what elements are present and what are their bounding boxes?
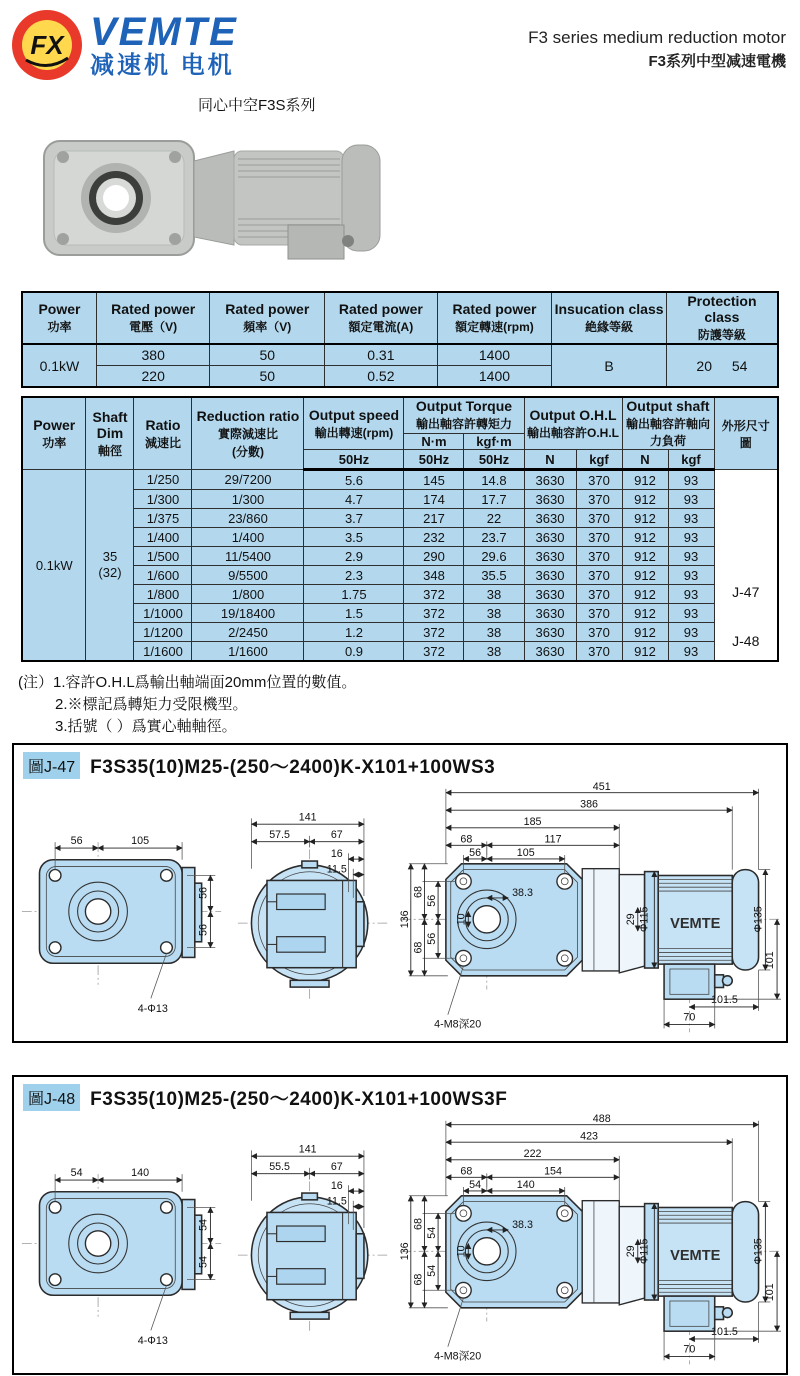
cell: 174 — [404, 490, 464, 509]
svg-text:56: 56 — [70, 835, 83, 848]
cell: 912 — [622, 509, 668, 528]
table-row — [22, 547, 778, 566]
table-row — [22, 566, 778, 585]
table-row — [22, 470, 778, 490]
cell-power: 0.1kW — [22, 344, 96, 387]
cell: 93 — [668, 566, 714, 585]
svg-text:70: 70 — [683, 1343, 696, 1356]
cell: 1/300 — [192, 490, 304, 509]
svg-text:68: 68 — [412, 941, 425, 954]
th-50hz: 50Hz — [304, 450, 404, 470]
svg-text:54: 54 — [426, 1265, 439, 1278]
spec-table — [21, 396, 779, 662]
svg-text:10: 10 — [455, 1245, 468, 1258]
cell: 1/800 — [192, 585, 304, 604]
svg-text:Φ135: Φ135 — [752, 906, 765, 933]
cell: 1/1600 — [192, 642, 304, 662]
cell: 29/7200 — [192, 470, 304, 490]
svg-text:56: 56 — [469, 847, 482, 860]
svg-text:10: 10 — [455, 913, 468, 926]
model-code-title: F3S35(10)M25-(250～2400)K-X101+100WS3 — [90, 757, 496, 779]
table-row — [22, 509, 778, 528]
cell: 3630 — [524, 642, 576, 662]
svg-text:185: 185 — [523, 816, 542, 829]
cell: 93 — [668, 623, 714, 642]
th-ratio: Ratio 減速比 — [134, 397, 192, 470]
cell: 912 — [622, 604, 668, 623]
cell: 372 — [404, 604, 464, 623]
svg-text:29: 29 — [624, 913, 637, 926]
cell: 3.7 — [304, 509, 404, 528]
cell: 348 — [404, 566, 464, 585]
cell: 23/860 — [192, 509, 304, 528]
th-output-shaft: Output shaft 輸出軸容許軸向力負荷 — [622, 397, 714, 450]
svg-text:4-Φ13: 4-Φ13 — [137, 1003, 168, 1016]
cell: 93 — [668, 642, 714, 662]
cell: 14.8 — [464, 470, 524, 490]
svg-text:4-M8深20: 4-M8深20 — [434, 1018, 482, 1031]
cell: 93 — [668, 585, 714, 604]
svg-text:423: 423 — [580, 1130, 598, 1143]
cell: 370 — [576, 509, 622, 528]
front-view-drawing — [18, 799, 228, 1024]
figure-badge: 圖J-48 — [23, 1084, 80, 1111]
th-n: N — [622, 450, 668, 470]
cell: 1400 — [437, 344, 552, 366]
cell: 370 — [576, 585, 622, 604]
cell: 370 — [576, 623, 622, 642]
svg-text:11.5: 11.5 — [326, 1195, 347, 1208]
cell: 4.7 — [304, 490, 404, 509]
cell: 912 — [622, 623, 668, 642]
cell: 217 — [404, 509, 464, 528]
cell: 3630 — [524, 585, 576, 604]
svg-text:222: 222 — [523, 1148, 542, 1161]
cell: 220 — [96, 366, 210, 388]
cell: 912 — [622, 585, 668, 604]
cell: 9/5500 — [192, 566, 304, 585]
cell: 93 — [668, 547, 714, 566]
series-label: 同心中空F3S系列 — [198, 97, 316, 114]
side-view-drawing — [399, 781, 784, 1044]
drawing-section-j48 — [12, 1075, 788, 1375]
svg-text:101: 101 — [764, 951, 777, 970]
figure-badge: 圖J-47 — [23, 752, 80, 779]
cell: 912 — [622, 642, 668, 662]
th-reduction-ratio: Reduction ratio 實際減速比 (分數) — [192, 397, 304, 470]
note-line: 3.括號（ ）爲實心軸軸徑。 — [55, 717, 237, 735]
cell: 380 — [96, 344, 210, 366]
table-row — [22, 604, 778, 623]
svg-text:386: 386 — [580, 798, 598, 811]
figure-ref-j48: J-48 — [732, 633, 760, 650]
cell: 1/375 — [134, 509, 192, 528]
brand-block — [10, 8, 238, 82]
cell-shaft-dim: 35 (32) — [86, 470, 134, 662]
cell: 1/800 — [134, 585, 192, 604]
cell-power: 0.1kW — [22, 470, 86, 662]
table-row — [22, 642, 778, 662]
cell: 1/1200 — [134, 623, 192, 642]
cell: 372 — [404, 642, 464, 662]
th-figure: 外形尺寸圖 — [714, 397, 778, 470]
cell: 22 — [464, 509, 524, 528]
cell: 912 — [622, 490, 668, 509]
cell: 370 — [576, 604, 622, 623]
cell: 93 — [668, 509, 714, 528]
product-photo — [36, 125, 386, 267]
cell: 3630 — [524, 490, 576, 509]
svg-text:Φ115: Φ115 — [638, 906, 651, 933]
cell: 3630 — [524, 623, 576, 642]
svg-text:56: 56 — [426, 933, 439, 946]
cell: 50 — [210, 366, 325, 388]
cell: 11/5400 — [192, 547, 304, 566]
th-insulation: Insucation class 絶緣等級 — [552, 292, 667, 344]
cell: 1/300 — [134, 490, 192, 509]
th-output-ohl: Output O.H.L 輸出軸容許O.H.L — [524, 397, 622, 450]
svg-text:136: 136 — [398, 1242, 411, 1261]
cell: 5.6 — [304, 470, 404, 490]
svg-text:136: 136 — [398, 910, 411, 929]
cell: 912 — [622, 547, 668, 566]
svg-text:105: 105 — [516, 847, 535, 860]
cell: 1/400 — [134, 528, 192, 547]
cell: 1/250 — [134, 470, 192, 490]
svg-text:105: 105 — [131, 835, 150, 848]
cell: 1.2 — [304, 623, 404, 642]
cell: 3630 — [524, 528, 576, 547]
cell: 145 — [404, 470, 464, 490]
cell: 2.3 — [304, 566, 404, 585]
cell: 93 — [668, 470, 714, 490]
cell: 93 — [668, 528, 714, 547]
header — [0, 0, 800, 88]
cell-protection: 20 54 — [666, 344, 778, 387]
cell: 1/500 — [134, 547, 192, 566]
th-50hz: 50Hz — [464, 450, 524, 470]
cell: 1/1000 — [134, 604, 192, 623]
cell: 370 — [576, 470, 622, 490]
cell: 290 — [404, 547, 464, 566]
cell: 3630 — [524, 566, 576, 585]
cell: 3630 — [524, 604, 576, 623]
cell: 3630 — [524, 547, 576, 566]
svg-text:Φ115: Φ115 — [638, 1238, 651, 1265]
cell: 1400 — [437, 366, 552, 388]
svg-text:56: 56 — [426, 895, 439, 908]
cell: 0.9 — [304, 642, 404, 662]
svg-text:54: 54 — [197, 1219, 210, 1232]
svg-text:68: 68 — [460, 1165, 473, 1178]
cell: 23.7 — [464, 528, 524, 547]
svg-text:117: 117 — [544, 833, 562, 846]
cell: 372 — [404, 585, 464, 604]
svg-text:68: 68 — [412, 1273, 425, 1286]
cell: 1/400 — [192, 528, 304, 547]
th-kgf: kgf — [576, 450, 622, 470]
cell: 370 — [576, 642, 622, 662]
cell: 2/2450 — [192, 623, 304, 642]
th-output-torque: Output Torque 輸出軸容許轉矩力 — [404, 397, 524, 433]
th-frequency: Rated power 頻率（V) — [210, 292, 325, 344]
cell-insulation: B — [552, 344, 667, 387]
table-row — [22, 623, 778, 642]
cell: 38 — [464, 585, 524, 604]
brand-subtitle: 减速机 电机 — [90, 52, 235, 79]
th-protection: Protection class 防護等級 — [666, 292, 778, 344]
svg-text:38.3: 38.3 — [512, 887, 533, 900]
brand-name: VEMTE — [90, 10, 238, 54]
svg-text:VEMTE: VEMTE — [670, 916, 721, 933]
model-code-title: F3S35(10)M25-(250～2400)K-X101+100WS3F — [90, 1089, 508, 1111]
cell: 370 — [576, 547, 622, 566]
cell: 912 — [622, 470, 668, 490]
note-line: 2.※標記爲轉矩力受限機型。 — [55, 695, 248, 713]
th-nm: N·m — [404, 433, 464, 449]
svg-text:Φ135: Φ135 — [752, 1238, 765, 1265]
svg-text:67: 67 — [330, 829, 343, 842]
table-row — [22, 490, 778, 509]
cell: 38 — [464, 642, 524, 662]
svg-text:54: 54 — [426, 1227, 439, 1240]
table-row — [22, 528, 778, 547]
cell: 50 — [210, 344, 325, 366]
svg-text:101.5: 101.5 — [711, 1326, 738, 1339]
svg-text:29: 29 — [624, 1245, 637, 1258]
svg-text:57.5: 57.5 — [268, 829, 290, 842]
rated-power-table — [21, 291, 779, 388]
cell: 370 — [576, 490, 622, 509]
cell: 17.7 — [464, 490, 524, 509]
svg-text:488: 488 — [592, 1113, 611, 1126]
svg-text:VEMTE: VEMTE — [670, 1248, 721, 1265]
cell: 38 — [464, 604, 524, 623]
cell: 93 — [668, 490, 714, 509]
end-view-drawing — [234, 1131, 394, 1354]
svg-text:16: 16 — [330, 1180, 343, 1193]
th-power: Power 功率 — [22, 292, 96, 344]
end-view-drawing — [234, 799, 394, 1022]
notes — [18, 672, 800, 737]
page-title-en: F3 series medium reduction motor — [528, 28, 786, 47]
svg-text:54: 54 — [197, 1256, 210, 1269]
svg-text:141: 141 — [298, 811, 317, 824]
figure-ref-j47: J-47 — [732, 584, 760, 600]
th-kgfm: kgf·m — [464, 433, 524, 449]
cell: 29.6 — [464, 547, 524, 566]
cell: 19/18400 — [192, 604, 304, 623]
svg-text:140: 140 — [516, 1179, 535, 1192]
svg-text:67: 67 — [330, 1161, 343, 1174]
svg-text:4-Φ13: 4-Φ13 — [137, 1335, 168, 1348]
cell: 370 — [576, 566, 622, 585]
cell: 3630 — [524, 470, 576, 490]
cell: 93 — [668, 604, 714, 623]
th-power: Power 功率 — [22, 397, 86, 470]
svg-text:101.5: 101.5 — [711, 994, 738, 1007]
page-title-zh: F3系列中型减速電機 — [648, 53, 786, 70]
cell: 912 — [622, 566, 668, 585]
svg-text:68: 68 — [412, 886, 425, 899]
cell: 370 — [576, 528, 622, 547]
cell: 1.5 — [304, 604, 404, 623]
svg-text:70: 70 — [683, 1011, 696, 1024]
th-voltage: Rated power 電壓（V) — [96, 292, 210, 344]
cell: 232 — [404, 528, 464, 547]
cell: 3.5 — [304, 528, 404, 547]
note-line: (注）1.容許O.H.L爲輸出軸端面20mm位置的數值。 — [18, 674, 357, 691]
cell: 1/600 — [134, 566, 192, 585]
svg-text:68: 68 — [460, 833, 473, 846]
svg-text:154: 154 — [544, 1165, 562, 1178]
svg-text:451: 451 — [592, 781, 611, 794]
svg-text:54: 54 — [70, 1167, 83, 1180]
cell: 1.75 — [304, 585, 404, 604]
svg-text:101: 101 — [764, 1283, 777, 1302]
table-row — [22, 585, 778, 604]
cell: 912 — [622, 528, 668, 547]
th-n: N — [524, 450, 576, 470]
cell: 35.5 — [464, 566, 524, 585]
vemte-logo-icon — [10, 8, 84, 82]
cell: 0.31 — [325, 344, 438, 366]
svg-text:141: 141 — [298, 1143, 317, 1156]
cell: 0.52 — [325, 366, 438, 388]
logo-glyph-text: FX — [30, 30, 64, 60]
side-view-drawing — [399, 1113, 784, 1376]
cell: 3630 — [524, 509, 576, 528]
cell: 38 — [464, 623, 524, 642]
svg-text:4-M8深20: 4-M8深20 — [434, 1350, 482, 1363]
th-speed: Rated power 額定轉速(rpm) — [437, 292, 552, 344]
drawing-section-j47 — [12, 743, 788, 1043]
cell: 2.9 — [304, 547, 404, 566]
table-row — [22, 344, 778, 366]
front-view-drawing — [18, 1131, 228, 1356]
svg-text:16: 16 — [330, 848, 343, 861]
cell-figure-refs — [714, 470, 778, 662]
svg-text:56: 56 — [197, 887, 210, 900]
th-output-speed: Output speed 輸出轉速(rpm) — [304, 397, 404, 450]
cell: 1/1600 — [134, 642, 192, 662]
svg-text:68: 68 — [412, 1218, 425, 1231]
svg-text:11.5: 11.5 — [326, 863, 347, 876]
svg-text:54: 54 — [469, 1179, 482, 1192]
th-current: Rated power 額定電流(A) — [325, 292, 438, 344]
cell: 372 — [404, 623, 464, 642]
svg-text:140: 140 — [131, 1167, 150, 1180]
th-50hz: 50Hz — [404, 450, 464, 470]
th-kgf: kgf — [668, 450, 714, 470]
svg-text:56: 56 — [197, 924, 210, 937]
svg-text:55.5: 55.5 — [268, 1161, 290, 1174]
th-shaft-dim: Shaft Dim 軸徑 — [86, 397, 134, 470]
svg-text:38.3: 38.3 — [512, 1219, 533, 1232]
